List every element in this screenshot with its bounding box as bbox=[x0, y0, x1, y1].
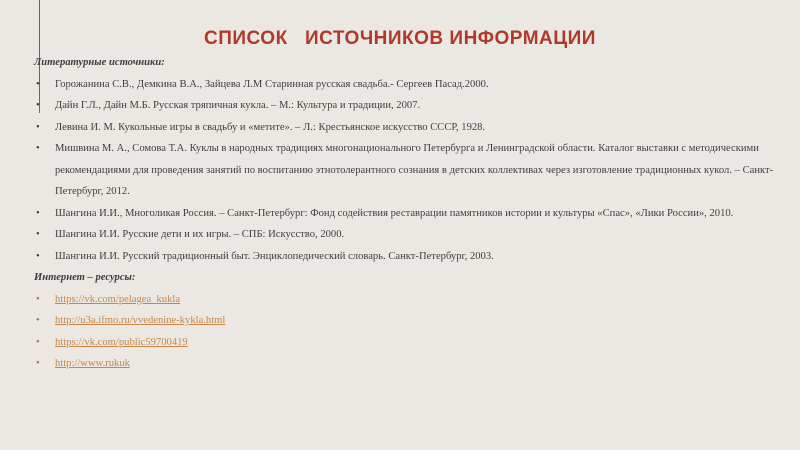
link-vk-public[interactable]: https://vk.com/public59700419 bbox=[55, 336, 188, 348]
link-item bbox=[34, 289, 774, 311]
sources-content bbox=[34, 52, 774, 375]
literature-item bbox=[34, 246, 774, 268]
literature-item bbox=[34, 74, 774, 96]
link-u3a-ifmo[interactable]: http://u3a.ifmo.ru/vvedenine-kykla.html bbox=[55, 315, 226, 326]
bullet-icon: • bbox=[36, 336, 40, 348]
bullet-icon: • bbox=[36, 143, 40, 154]
bullet-icon: • bbox=[36, 358, 40, 369]
link-item bbox=[34, 353, 774, 375]
internet-links-list bbox=[34, 289, 774, 375]
bullet-icon: • bbox=[36, 250, 40, 262]
literature-item-text: Дайн Г.Л., Дайн М.Б. Русская тряпичная кукла. – М.: Культура и традиции, 2007. bbox=[55, 100, 421, 111]
literature-item bbox=[34, 117, 774, 139]
literature-item-text: Мишвина М. А., Сомова Т.А. Куклы в народных традициях многонационального Петербурга и Ленинградской области. Каталог выставки с методическими рекомендациями для проведения занятий по воспитанию этнотолерантного сознания в детских коллективах через изготовление традиционных кукол. – Санкт-Петербург, 2012. bbox=[55, 143, 774, 197]
literature-item-text: Шангина И.И., Многоликая Россия. – Санкт-Петербург: Фонд содействия реставрации памятников истории и культуры «Спас», «Лики России», 2010. bbox=[55, 207, 734, 219]
literature-item-text: Горожанина С.В., Демкина В.А., Зайцева Л.М Старинная русская свадьба.- Сергеев Пасад.2000. bbox=[55, 78, 489, 90]
literature-heading: Литературные источники: bbox=[34, 57, 165, 68]
bullet-icon: • bbox=[36, 229, 40, 240]
literature-item bbox=[34, 203, 774, 225]
bullet-icon: • bbox=[36, 315, 40, 326]
bullet-icon: • bbox=[36, 100, 40, 111]
bullet-icon: • bbox=[36, 207, 40, 219]
literature-item-text: Шангина И.И. Русские дети и их игры. – СПБ: Искусство, 2000. bbox=[55, 229, 345, 240]
literature-item-text: Шангина И.И. Русский традиционный быт. Энциклопедический словарь. Санкт-Петербург, 2003. bbox=[55, 250, 494, 262]
literature-item bbox=[34, 138, 774, 203]
link-rukuk[interactable]: http://www.rukuk bbox=[55, 358, 130, 369]
link-vk-pelagea-kukla[interactable]: https://vk.com/pelagea_kukla bbox=[55, 293, 181, 305]
literature-item bbox=[34, 95, 774, 117]
bullet-icon: • bbox=[36, 293, 40, 305]
link-item bbox=[34, 310, 774, 332]
link-item bbox=[34, 332, 774, 354]
literature-item-text: Левина И. М. Кукольные игры в свадьбу и «метите». – Л.: Крестьянское искусство СССР, 1928. bbox=[55, 121, 486, 133]
bullet-icon: • bbox=[36, 78, 40, 90]
internet-heading: Интернет – ресурсы: bbox=[34, 272, 136, 283]
bullet-icon: • bbox=[36, 121, 40, 133]
literature-item bbox=[34, 224, 774, 246]
slide-title: СПИСОК ИСТОЧНИКОВ ИНФОРМАЦИИ bbox=[204, 28, 596, 49]
literature-list bbox=[34, 74, 774, 268]
